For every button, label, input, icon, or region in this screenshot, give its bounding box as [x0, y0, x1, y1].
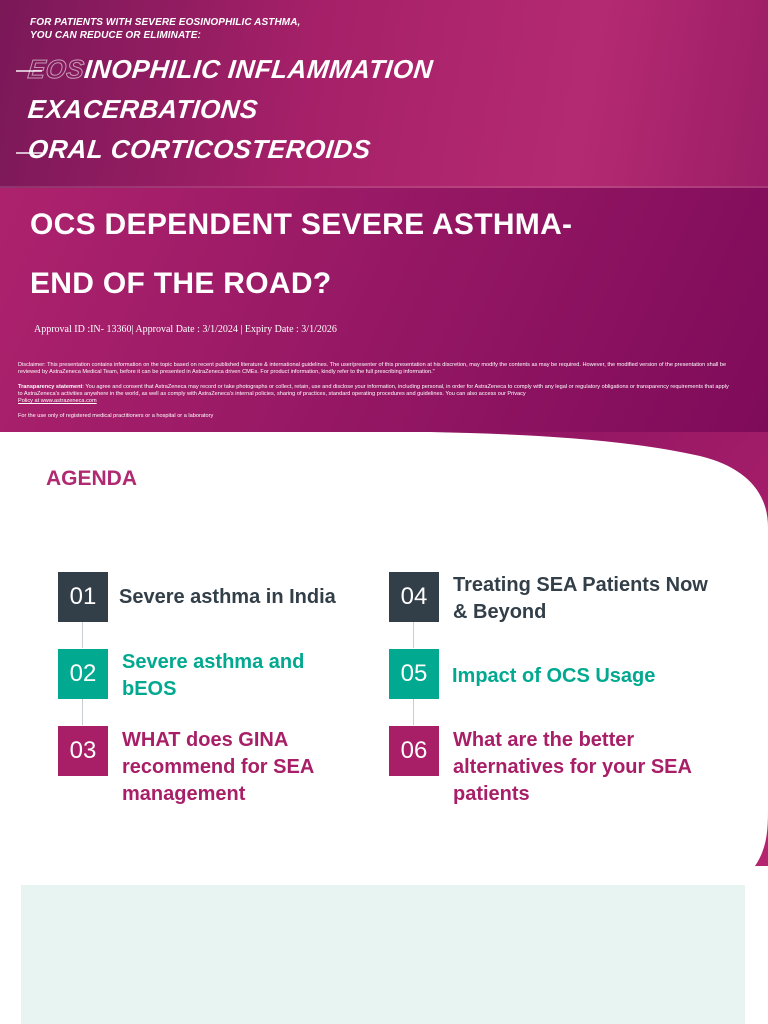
agenda-item-line: Severe asthma in India: [119, 586, 336, 608]
cover-title-line-1: OCS DEPENDENT SEVERE ASTHMA-: [30, 208, 573, 241]
agenda-number-06: 06: [389, 726, 439, 776]
privacy-policy-link[interactable]: Policy at www.astrazeneca.com: [18, 398, 97, 404]
next-slide-preview: [21, 885, 745, 1024]
agenda-number-02: 02: [58, 649, 108, 699]
agenda-item-line: recommend for SEA: [122, 756, 315, 778]
connector-line: [413, 622, 414, 648]
agenda-item-treating-sea[interactable]: [453, 572, 708, 626]
agenda-item-line: alternatives for your SEA: [453, 756, 692, 778]
agenda-item-line: bEOS: [122, 678, 177, 700]
agenda-number-03: 03: [58, 726, 108, 776]
agenda-item-line: & Beyond: [453, 601, 547, 623]
tagline: [30, 16, 300, 42]
agenda-item-severe-asthma-india[interactable]: [119, 584, 336, 611]
agenda-item-line: WHAT does GINA: [122, 729, 289, 751]
transparency-statement: [18, 384, 730, 405]
transparency-label: Transparency statement: [18, 384, 83, 390]
connector-line: [413, 699, 414, 725]
agenda-number-05: 05: [389, 649, 439, 699]
headline-oral-corticosteroids: ORAL CORTICOSTEROIDS: [26, 134, 373, 164]
agenda-item-line: management: [122, 783, 246, 805]
use-only-note: For the use only of registered medical practitioners or a hospital or a laboratory: [18, 413, 214, 419]
agenda-item-gina-recommendation[interactable]: [122, 727, 314, 808]
disclaimer-text: Disclaimer: This presentation contains information on the topic based on recent published literature & international guidelines. The user/presenter of this presentation at his discretion, may modify the contents as may be required. However, the modified version of the presentation shall be reviewed by AstraZeneca Medical Team, before it can be presented in AstraZeneca driven CMEs. For product information, kindly refer to the full prescribing information.": [18, 362, 727, 375]
agenda-number-04: 04: [389, 572, 439, 622]
headline-line1-rest: INOPHILIC INFLAMMATION: [82, 54, 435, 84]
headline-eos-prefix: EOS: [26, 54, 87, 84]
headline-exacerbations: EXACERBATIONS: [26, 94, 260, 124]
agenda-item-line: Impact of OCS Usage: [452, 665, 656, 687]
agenda-item-line: What are the better: [453, 729, 635, 751]
agenda-item-impact-ocs[interactable]: [452, 663, 655, 690]
connector-line: [82, 622, 83, 648]
agenda-item-severe-asthma-beos[interactable]: [122, 649, 304, 703]
cover-slide: [0, 0, 768, 432]
connector-line: [82, 699, 83, 725]
agenda-slide: [0, 432, 768, 866]
agenda-item-line: patients: [453, 783, 530, 805]
transparency-text: : You agree and consent that AstraZeneca may record or take photographs or collect, retain, use and disclose your information, including personal, in order for AstraZeneca to comply with any legal or regulatory obligations or transparency requirements that apply to AstraZeneca's activities anywhere in the world, as well as comply with AstraZeneca's internal policies, sharing of practices, standard operating procedures and guidelines. You can also access our Privacy: [18, 384, 729, 397]
agenda-item-line: Severe asthma and: [122, 651, 305, 673]
headline-eosinophilic-inflammation: [26, 54, 434, 85]
tagline-line-1: FOR PATIENTS WITH SEVERE EOSINOPHILIC ASTHMA,: [30, 17, 301, 28]
cover-title-line-2: END OF THE ROAD?: [30, 267, 332, 300]
agenda-item-line: Treating SEA Patients Now: [453, 574, 708, 596]
tagline-line-2: YOU CAN REDUCE OR ELIMINATE:: [30, 30, 201, 41]
agenda-number-01: 01: [58, 572, 108, 622]
agenda-item-better-alternatives[interactable]: [453, 727, 692, 808]
agenda-heading: AGENDA: [46, 467, 138, 490]
approval-info: Approval ID :IN- 13360| Approval Date : 3/1/2024 | Expiry Date : 3/1/2026: [34, 324, 337, 335]
